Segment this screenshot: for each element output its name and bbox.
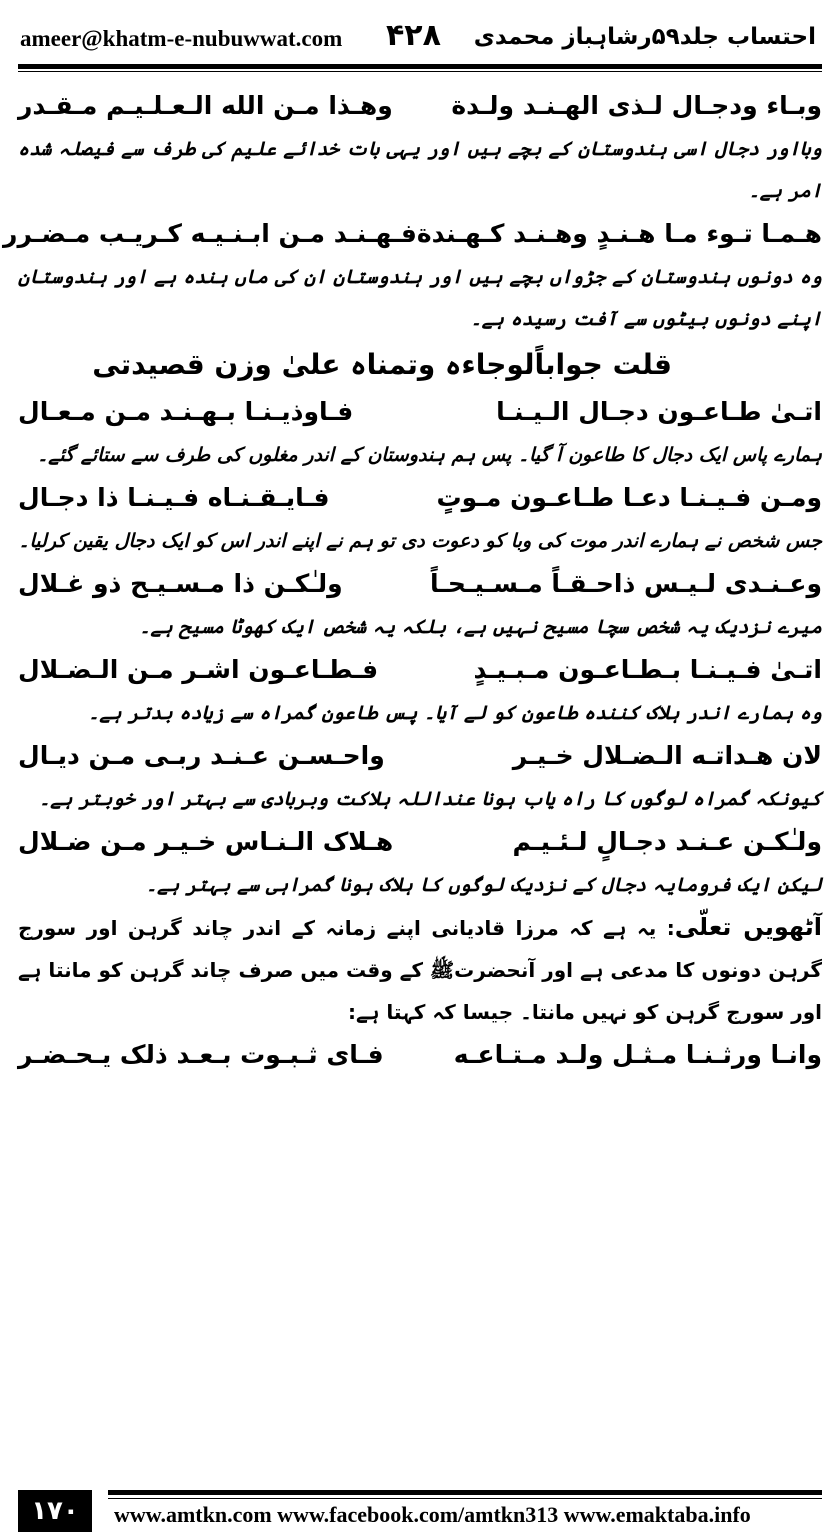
verse-first-hemistich: اتـیٰ طـاعـون دجـال الـيـنـا — [496, 397, 822, 426]
verse-translation: جس شخص نے ہمارے اندر موت کی وبا کو دعوت دی تو ہم نے اپنے اندر اس کو ایک دجال یقین کرلیا۔ — [18, 530, 822, 552]
verse-translation: میرے نزدیک یہ شخص سچا مسیح نہیں ہے، بلکہ یہ شخص ایک کھوٹا مسیح ہے۔ — [139, 616, 822, 638]
verse-first-hemistich: هـمـا تـوء مـا هـنـدٍ وهـنـد كـهـندة — [416, 219, 822, 248]
verse-second-hemistich: ولـٰكـن ذا مـسـيـح ذو غـلال — [18, 569, 343, 598]
verse-first-hemistich: ولـٰكـن عـنـد دجـالٍ لـئـيـم — [512, 827, 822, 856]
verse-first-hemistich: لان هـداتـه الـضـلال خـيـر — [512, 741, 822, 770]
verse-line — [18, 648, 822, 692]
verse-second-hemistich: واحـسـن عـنـد ربـی مـن ديـال — [18, 741, 385, 770]
footer-rule-thin — [108, 1498, 822, 1499]
verse-first-hemistich: ومـن فـيـنـا دعـا طـاعـون مـوتٍ — [436, 483, 822, 512]
verse-second-hemistich: فـايـقـنـاه فـيـنـا ذا دجـال — [18, 483, 330, 512]
verse-line — [3, 212, 822, 256]
footer-page-box: ۱۷۰ — [18, 1490, 92, 1532]
page-footer — [18, 1490, 822, 1532]
verse-second-hemistich: فـهـنـد مـن ابـنـيـه كـريـب مـضـرر — [3, 219, 417, 248]
page-body — [3, 84, 823, 1444]
section-heading: قلت جواباًلوجاءہ وتمناہ علیٰ وزن قصیدتی — [92, 348, 672, 381]
verse-second-hemistich: فـاوذيـنـا بـهـنـد مـن مـعـال — [18, 397, 354, 426]
header-book-title: احتساب جلد۵۹رشاہباز محمدی — [473, 24, 816, 50]
verse-first-hemistich: اتـیٰ فـيـنـا بـطـاعـون مـبـيـدٍ — [473, 655, 822, 684]
verse-first-hemistich: وبـاء ودجـال لـذی الهـنـد ولـدة — [451, 91, 822, 120]
footer-links: www.amtkn.com www.facebook.com/amtkn313 www.emaktaba.info — [114, 1502, 751, 1527]
verse-translation: لیکن ایک فرومایہ دجال کے نزدیک لوگوں کا ہلاک ہونا گمراہی سے بہتر ہے۔ — [145, 874, 822, 896]
verse-translation: وہ دونوں ہندوستان کے جڑواں بچے ہیں اور ہندوستان ان کی ماں ہندہ ہے اور ہندوستان اپنے دونوں بیٹوں سے آفت رسیدہ ہے۔ — [18, 266, 822, 330]
verse-line — [18, 734, 822, 778]
verse-line — [18, 1033, 822, 1077]
verse-first-hemistich: وعـنـدی لـيـس ذاحـقـاً مـسـيـحـاً — [430, 569, 822, 598]
verse-line — [18, 84, 822, 128]
verse-translation: وہ ہمارے اندر ہلاک کنندہ طاعون کو لے آیا۔ پس طاعون گمراہ سے زیادہ بدتر ہے۔ — [88, 702, 822, 724]
verse-second-hemistich: فـطـاعـون اشـر مـن الـضـلال — [18, 655, 379, 684]
verse-line — [18, 562, 822, 606]
verse-translation: ہمارے پاس ایک دجال کا طاعون آ گیا۔ پس ہم ہندوستان کے اندر مغلوں کی طرف سے ستائے گئے۔ — [37, 444, 822, 466]
header-page-number: ۴۲۸ — [386, 18, 441, 53]
header-rule-thin — [18, 71, 822, 72]
paragraph-text: : یہ ہے کہ مرزا قادیانی اپنے زمانہ کے اندر چاند گرہن اور سورج گرہن دونوں کا مدعی ہے اور آنحضرتﷺ کے وقت میں صرف چاند گرہن کو مانتا ہے اور سورج گرہن کو نہیں مانتا۔ جیسا کہ کہتا ہے: — [18, 916, 822, 1024]
page-header — [16, 18, 824, 58]
verse-line — [18, 390, 822, 434]
verse-first-hemistich: وانـا ورثـنـا مـثـل ولـد مـتـاعـه — [453, 1040, 822, 1069]
footer-rule — [108, 1490, 822, 1495]
verse-line — [18, 820, 822, 864]
header-email: ameer@khatm-e-nubuwwat.com — [20, 26, 343, 51]
verse-second-hemistich: هـلاک الـنـاس خـيـر مـن ضـلال — [18, 827, 394, 856]
verse-translation: وبااور دجال اسی ہندوستان کے بچے ہیں اور یہی بات خدائے علیم کی طرف سے فیصلہ شدہ امر ہے۔ — [18, 138, 822, 202]
verse-second-hemistich: فـای ثـبـوت بـعـد ذلک يـحـضـر — [18, 1040, 384, 1069]
paragraph-lead: آٹھویں تعلّی — [674, 913, 823, 941]
header-rule — [18, 64, 822, 69]
verse-second-hemistich: وهـذا مـن الله الـعـلـيـم مـقـدر — [18, 91, 393, 120]
prose-paragraph — [18, 906, 822, 1033]
verse-translation: کیونکہ گمراہ لوگوں کا راہ یاب ہونا عنداللہ ہلاکت وبربادی سے بہتر اور خوبتر ہے۔ — [39, 788, 822, 810]
verse-line — [18, 476, 822, 520]
